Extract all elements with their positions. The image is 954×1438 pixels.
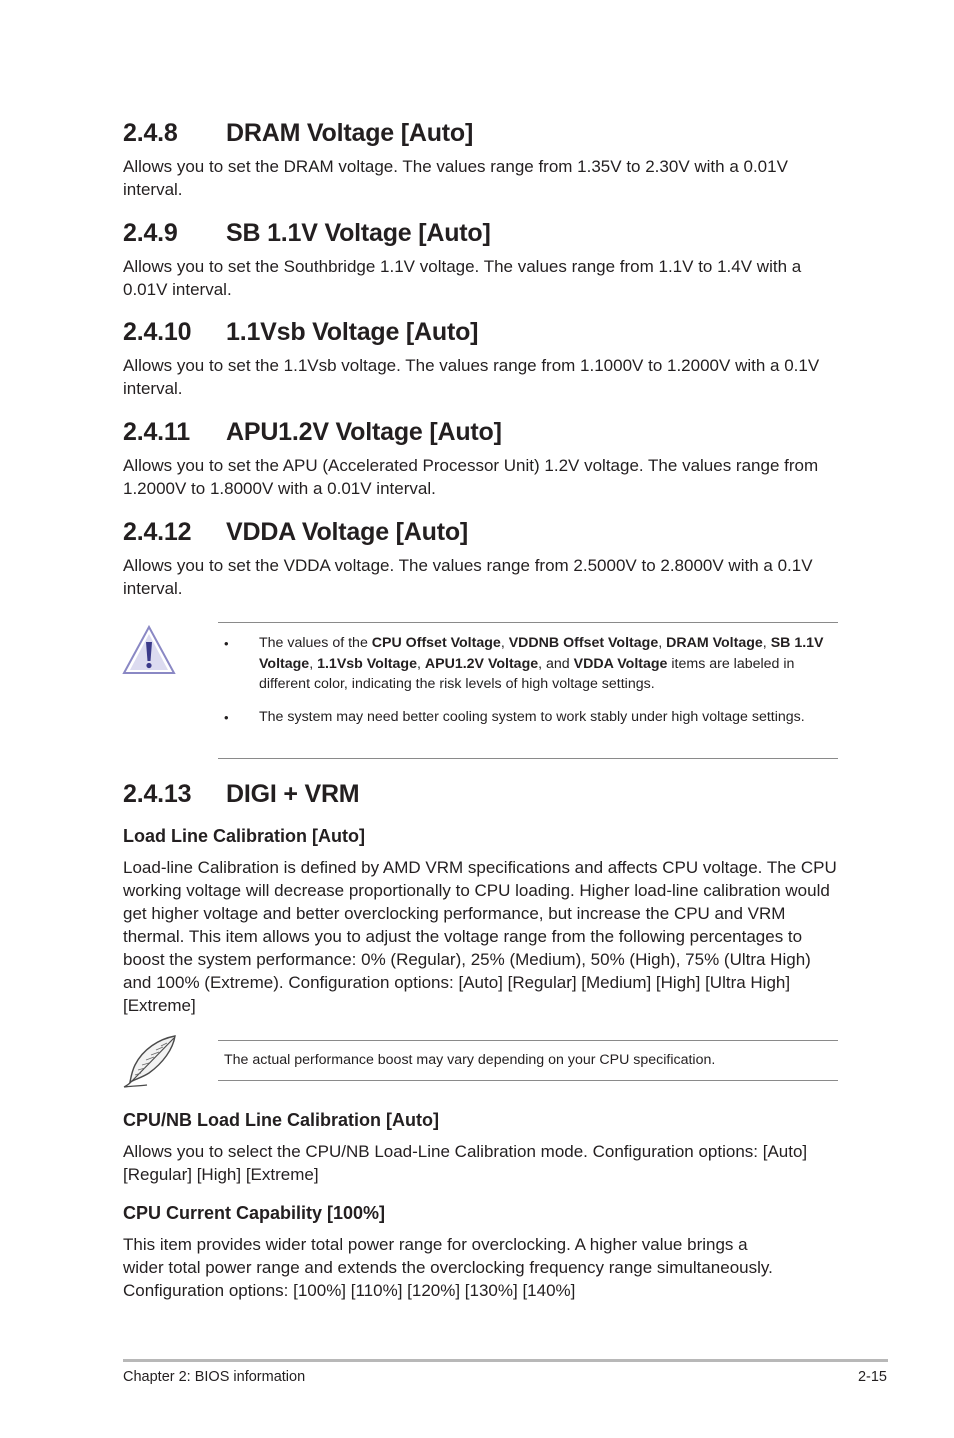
warning-triangle-icon xyxy=(121,622,177,678)
section-number: 2.4.13 xyxy=(123,780,192,808)
warning-bullet-voltage-colors: The values of the CPU Offset Voltage, VDDNB Offset Voltage, DRAM Voltage, SB 1.1V Voltage, 1.1Vsb Voltage, APU1.2V Voltage, and VDDA Voltage items are labeled in different color, indicating the risk levels of high voltage settings. xyxy=(259,635,824,693)
cpu-nb-load-line-calibration-body: Allows you to select the CPU/NB Load-Line Calibration mode. Configuration options: [Auto] [Regular] [High] [Extreme] xyxy=(123,1142,808,1184)
section-body-sb-voltage: Allows you to set the Southbridge 1.1V voltage. The values range from 1.1V to 1.4V with a 0.01V interval. xyxy=(123,257,802,299)
feather-pen-icon xyxy=(121,1033,181,1089)
section-title: VDDA Voltage [Auto] xyxy=(226,518,469,546)
section-title: SB 1.1V Voltage [Auto] xyxy=(226,219,491,247)
warning-bullet-cooling: The system may need better cooling system to work stably under high voltage settings. xyxy=(259,709,805,725)
warning-note-box xyxy=(218,622,838,759)
section-title: APU1.2V Voltage [Auto] xyxy=(226,418,502,446)
subheading-cpu-current-capability: CPU Current Capability [100%] xyxy=(123,1203,386,1223)
footer-page-number: 2-15 xyxy=(857,1369,887,1385)
section-heading-digi-vrm xyxy=(123,779,359,809)
bullet-symbol: • xyxy=(224,710,229,725)
subheading-load-line-calibration: Load Line Calibration [Auto] xyxy=(123,826,365,846)
bullet-symbol: • xyxy=(224,636,229,651)
section-title: DIGI + VRM xyxy=(226,780,360,808)
section-number: 2.4.11 xyxy=(123,418,190,446)
section-title: 1.1Vsb Voltage [Auto] xyxy=(226,318,479,346)
cpu-current-capability-body: This item provides wider total power range for overclocking. A higher value brings a wider total power range and extends the overclocking frequency range simultaneously. Configuration options: [100%] [110%] [120%] [130%] [140%] xyxy=(123,1235,773,1300)
footer-chapter-label: Chapter 2: BIOS information xyxy=(123,1369,306,1385)
section-number: 2.4.9 xyxy=(123,219,178,247)
section-heading-vdda-voltage xyxy=(123,517,468,547)
performance-note-text: The actual performance boost may vary depending on your CPU specification. xyxy=(224,1052,716,1068)
section-heading-apu-voltage xyxy=(123,417,502,447)
subheading-cpu-nb-load-line-calibration: CPU/NB Load Line Calibration [Auto] xyxy=(123,1110,439,1130)
section-heading-sb-voltage xyxy=(123,218,491,248)
section-title: DRAM Voltage [Auto] xyxy=(226,119,474,147)
section-number: 2.4.10 xyxy=(123,318,192,346)
performance-note-box xyxy=(218,1040,838,1081)
load-line-calibration-body: Load-line Calibration is defined by AMD VRM specifications and affects CPU voltage. The CPU working voltage will decrease proportionally to CPU loading. Higher load-line calibration would get higher voltage and better overclocking performance, but increase the CPU and VRM thermal. This item allows you to adjust the voltage range from the following percentages to boost the system performance: 0% (Regular), 25% (Medium), 50% (High), 75% (Ultra High) and 100% (Extreme). Configuration options: [Auto] [Regular] [Medium] [High] [Ultra High] [Extreme] xyxy=(123,858,837,1015)
footer-divider xyxy=(123,1359,888,1362)
section-body-vdda-voltage: Allows you to set the VDDA voltage. The values range from 2.5000V to 2.8000V with a 0.1V interval. xyxy=(123,556,813,598)
section-body-apu-voltage: Allows you to set the APU (Accelerated Processor Unit) 1.2V voltage. The values range from 1.2000V to 1.8000V with a 0.01V interval. xyxy=(123,456,819,498)
section-number: 2.4.8 xyxy=(123,119,178,147)
section-heading-dram-voltage xyxy=(123,118,473,148)
section-number: 2.4.12 xyxy=(123,518,192,546)
section-body-dram-voltage: Allows you to set the DRAM voltage. The values range from 1.35V to 2.30V with a 0.01V interval. xyxy=(123,157,788,199)
section-heading-1-1vsb-voltage xyxy=(123,317,478,347)
section-body-1-1vsb-voltage: Allows you to set the 1.1Vsb voltage. The values range from 1.1000V to 1.2000V with a 0.1V interval. xyxy=(123,356,820,398)
